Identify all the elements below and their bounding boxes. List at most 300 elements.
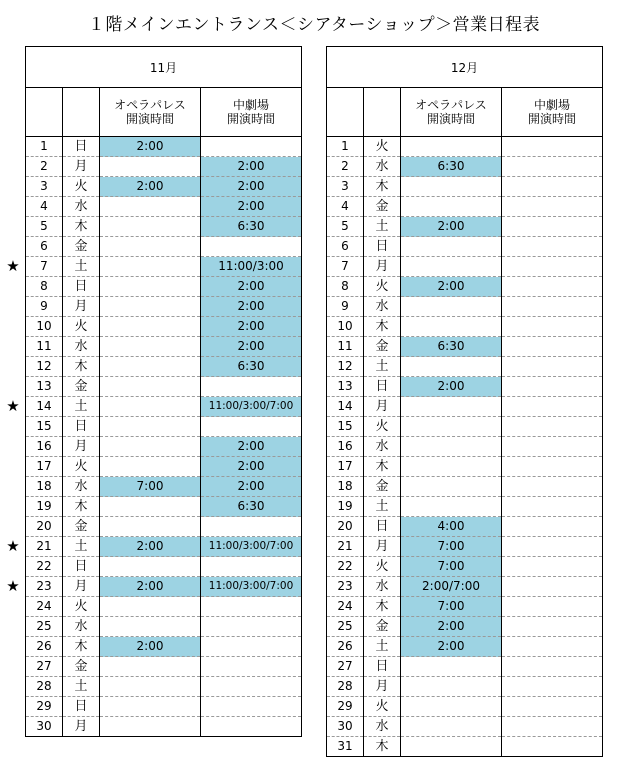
day-number-cell: 24 [26, 597, 63, 617]
playhouse-time-cell [502, 317, 603, 337]
weekday-cell: 土 [63, 257, 100, 277]
day-number-cell: 2 [327, 157, 364, 177]
day-number-cell: 16 [327, 437, 364, 457]
opera-palace-time-cell [100, 237, 201, 257]
playhouse-time-cell [502, 297, 603, 317]
opera-palace-time-cell [100, 557, 201, 577]
weekday-cell: 火 [364, 697, 401, 717]
day-number-cell: 8 [26, 277, 63, 297]
weekday-cell: 水 [364, 297, 401, 317]
day-number-cell: 3 [26, 177, 63, 197]
weekday-cell: 金 [63, 657, 100, 677]
december-schedule-table [326, 46, 603, 757]
table-row [26, 337, 302, 357]
playhouse-time-cell [502, 517, 603, 537]
table-row [26, 297, 302, 317]
table-row [327, 537, 603, 557]
table-row [327, 437, 603, 457]
table-row [327, 357, 603, 377]
weekday-cell: 金 [63, 517, 100, 537]
table-row [26, 437, 302, 457]
weekday-cell: 金 [63, 377, 100, 397]
opera-palace-time-cell [401, 737, 502, 757]
opera-palace-time-cell: 2:00 [100, 177, 201, 197]
table-row [26, 417, 302, 437]
weekday-cell: 水 [364, 577, 401, 597]
weekday-cell: 金 [364, 617, 401, 637]
day-number-cell: 4 [327, 197, 364, 217]
star-marker: ★ [6, 256, 20, 275]
day-number-cell: 12 [26, 357, 63, 377]
opera-palace-time-cell: 2:00 [100, 577, 201, 597]
day-number-cell: 29 [327, 697, 364, 717]
table-row [327, 657, 603, 677]
weekday-cell: 火 [364, 417, 401, 437]
opera-palace-time-cell [100, 617, 201, 637]
weekday-cell: 月 [364, 537, 401, 557]
blank-header-cell [327, 88, 364, 137]
day-number-cell: 18 [327, 477, 364, 497]
playhouse-time-cell [201, 417, 302, 437]
table-row [26, 697, 302, 717]
playhouse-time-cell: 11:00/3:00/7:00 [201, 397, 302, 417]
playhouse-time-cell: 6:30 [201, 217, 302, 237]
table-row [327, 697, 603, 717]
day-number-cell: 12 [327, 357, 364, 377]
playhouse-time-cell [502, 137, 603, 157]
playhouse-time-cell [502, 677, 603, 697]
opera-palace-time-cell: 6:30 [401, 157, 502, 177]
opera-palace-time-cell [100, 497, 201, 517]
opera-palace-time-cell [401, 257, 502, 277]
day-number-cell: 11 [327, 337, 364, 357]
table-row [327, 457, 603, 477]
playhouse-time-cell [201, 657, 302, 677]
playhouse-time-cell [201, 677, 302, 697]
day-number-cell: 27 [26, 657, 63, 677]
table-row [26, 397, 302, 417]
table-row [327, 477, 603, 497]
day-number-cell: 22 [26, 557, 63, 577]
table-row [327, 197, 603, 217]
opera-palace-time-cell: 7:00 [401, 557, 502, 577]
opera-palace-time-cell [401, 357, 502, 377]
weekday-cell: 木 [63, 497, 100, 517]
day-number-cell: 14 [327, 397, 364, 417]
playhouse-time-cell [502, 457, 603, 477]
playhouse-time-cell [502, 377, 603, 397]
opera-palace-time-cell [401, 317, 502, 337]
playhouse-time-cell: 11:00/3:00 [201, 257, 302, 277]
december-days [327, 137, 603, 757]
weekday-cell: 木 [364, 177, 401, 197]
day-number-cell: 6 [327, 237, 364, 257]
day-number-cell: 13 [26, 377, 63, 397]
opera-palace-time-cell [100, 377, 201, 397]
day-number-cell: 4 [26, 197, 63, 217]
opera-palace-time-cell [100, 317, 201, 337]
day-number-cell: 20 [327, 517, 364, 537]
opera-palace-time-cell [401, 197, 502, 217]
table-row [26, 537, 302, 557]
table-row [327, 397, 603, 417]
weekday-cell: 木 [364, 317, 401, 337]
day-number-cell: 17 [26, 457, 63, 477]
day-number-cell: 9 [26, 297, 63, 317]
day-number-cell: 10 [327, 317, 364, 337]
day-number-cell: 30 [327, 717, 364, 737]
weekday-cell: 土 [364, 497, 401, 517]
table-row [327, 517, 603, 537]
playhouse-time-cell: 2:00 [201, 337, 302, 357]
weekday-cell: 日 [63, 417, 100, 437]
playhouse-time-cell [201, 617, 302, 637]
weekday-cell: 水 [364, 437, 401, 457]
opera-palace-time-cell [100, 297, 201, 317]
day-number-cell: 29 [26, 697, 63, 717]
weekday-cell: 水 [63, 617, 100, 637]
opera-palace-time-cell: 2:00 [401, 617, 502, 637]
star-marker: ★ [6, 396, 20, 415]
day-number-cell: 21 [327, 537, 364, 557]
weekday-cell: 月 [63, 297, 100, 317]
playhouse-time-cell [201, 597, 302, 617]
weekday-cell: 水 [63, 337, 100, 357]
table-row [26, 157, 302, 177]
weekday-cell: 日 [364, 657, 401, 677]
opera-palace-time-cell [100, 437, 201, 457]
weekday-cell: 日 [364, 377, 401, 397]
opera-palace-time-cell [401, 417, 502, 437]
day-number-cell: 8 [327, 277, 364, 297]
playhouse-time-cell [502, 217, 603, 237]
weekday-cell: 水 [63, 477, 100, 497]
playhouse-time-cell: 11:00/3:00/7:00 [201, 577, 302, 597]
column-header-row [327, 88, 603, 137]
table-row [327, 257, 603, 277]
table-row [327, 297, 603, 317]
day-number-cell: 11 [26, 337, 63, 357]
weekday-cell: 土 [63, 397, 100, 417]
day-number-cell: 22 [327, 557, 364, 577]
weekday-cell: 金 [364, 197, 401, 217]
playhouse-time-cell [201, 697, 302, 717]
opera-palace-time-cell [401, 697, 502, 717]
day-number-cell: 5 [327, 217, 364, 237]
blank-header-cell [63, 88, 100, 137]
weekday-cell: 木 [63, 357, 100, 377]
weekday-cell: 日 [63, 277, 100, 297]
opera-palace-time-cell: 2:00 [401, 377, 502, 397]
day-number-cell: 21 [26, 537, 63, 557]
playhouse-time-cell [201, 237, 302, 257]
weekday-cell: 金 [364, 477, 401, 497]
weekday-cell: 月 [63, 577, 100, 597]
opera-palace-time-cell [401, 237, 502, 257]
playhouse-time-cell [502, 177, 603, 197]
page-title: １階メインエントランス＜シアターショップ＞営業日程表 [87, 15, 541, 35]
table-row [26, 277, 302, 297]
weekday-cell: 火 [63, 177, 100, 197]
opera-palace-time-cell [100, 417, 201, 437]
table-row [26, 677, 302, 697]
day-number-cell: 28 [327, 677, 364, 697]
day-number-cell: 26 [26, 637, 63, 657]
star-markers [4, 0, 22, 771]
day-number-cell: 7 [26, 257, 63, 277]
weekday-cell: 水 [63, 197, 100, 217]
opera-palace-time-cell [100, 397, 201, 417]
weekday-cell: 火 [364, 137, 401, 157]
playhouse-time-cell [201, 717, 302, 737]
playhouse-time-cell [502, 557, 603, 577]
table-row [327, 637, 603, 657]
day-number-cell: 28 [26, 677, 63, 697]
weekday-cell: 日 [63, 557, 100, 577]
playhouse-time-cell [502, 657, 603, 677]
table-row [327, 217, 603, 237]
table-row [26, 577, 302, 597]
weekday-cell: 土 [63, 677, 100, 697]
opera-palace-time-cell: 2:00 [100, 537, 201, 557]
weekday-cell: 月 [63, 437, 100, 457]
opera-palace-time-cell [100, 717, 201, 737]
opera-palace-time-cell: 7:00 [100, 477, 201, 497]
opera-palace-time-cell [100, 217, 201, 237]
weekday-cell: 金 [63, 237, 100, 257]
table-row [26, 497, 302, 517]
blank-header-cell [26, 88, 63, 137]
playhouse-time-cell [502, 357, 603, 377]
playhouse-time-cell [502, 197, 603, 217]
month-header-december: 12月 [327, 47, 603, 88]
weekday-cell: 木 [364, 597, 401, 617]
playhouse-time-cell: 2:00 [201, 317, 302, 337]
playhouse-time-cell [502, 397, 603, 417]
playhouse-time-cell [502, 637, 603, 657]
opera-palace-time-cell [401, 477, 502, 497]
day-number-cell: 3 [327, 177, 364, 197]
weekday-cell: 日 [63, 697, 100, 717]
day-number-cell: 13 [327, 377, 364, 397]
weekday-cell: 土 [364, 357, 401, 377]
table-row [327, 497, 603, 517]
table-row [26, 237, 302, 257]
weekday-cell: 火 [364, 277, 401, 297]
weekday-cell: 月 [63, 717, 100, 737]
day-number-cell: 23 [327, 577, 364, 597]
star-marker: ★ [6, 536, 20, 555]
table-row [26, 617, 302, 637]
playhouse-time-cell [502, 697, 603, 717]
opera-palace-time-cell [401, 717, 502, 737]
playhouse-time-cell [502, 157, 603, 177]
table-row [26, 657, 302, 677]
table-row [327, 377, 603, 397]
day-number-cell: 1 [327, 137, 364, 157]
playhouse-time-cell: 2:00 [201, 157, 302, 177]
opera-palace-time-cell [100, 517, 201, 537]
weekday-cell: 火 [63, 317, 100, 337]
opera-palace-header: オペラパレス 開演時間 [100, 88, 201, 137]
day-number-cell: 15 [26, 417, 63, 437]
star-marker: ★ [6, 576, 20, 595]
opera-palace-time-cell [100, 457, 201, 477]
opera-palace-time-cell: 2:00 [401, 277, 502, 297]
table-row [327, 237, 603, 257]
table-row [327, 737, 603, 757]
weekday-cell: 水 [364, 717, 401, 737]
opera-palace-time-cell: 2:00 [401, 637, 502, 657]
opera-palace-time-cell [100, 357, 201, 377]
playhouse-time-cell [502, 497, 603, 517]
column-header-row [26, 88, 302, 137]
playhouse-time-cell: 6:30 [201, 497, 302, 517]
table-row [26, 197, 302, 217]
table-row [327, 317, 603, 337]
opera-palace-time-cell [100, 337, 201, 357]
day-number-cell: 24 [327, 597, 364, 617]
playhouse-time-cell [502, 737, 603, 757]
weekday-cell: 土 [63, 537, 100, 557]
weekday-cell: 火 [63, 597, 100, 617]
weekday-cell: 日 [364, 517, 401, 537]
table-row [327, 577, 603, 597]
opera-palace-time-cell [401, 137, 502, 157]
playhouse-time-cell: 2:00 [201, 437, 302, 457]
playhouse-time-cell [502, 617, 603, 637]
table-row [26, 137, 302, 157]
playhouse-time-cell [502, 597, 603, 617]
opera-palace-time-cell: 7:00 [401, 537, 502, 557]
day-number-cell: 25 [26, 617, 63, 637]
opera-palace-time-cell [401, 497, 502, 517]
blank-header-cell [364, 88, 401, 137]
opera-palace-time-cell [401, 457, 502, 477]
day-number-cell: 19 [26, 497, 63, 517]
table-row [327, 137, 603, 157]
playhouse-time-cell [201, 137, 302, 157]
table-row [26, 557, 302, 577]
opera-palace-header: オペラパレス 開演時間 [401, 88, 502, 137]
table-row [327, 557, 603, 577]
playhouse-time-cell [502, 577, 603, 597]
opera-palace-time-cell [100, 157, 201, 177]
playhouse-time-cell [201, 377, 302, 397]
playhouse-time-cell: 11:00/3:00/7:00 [201, 537, 302, 557]
playhouse-time-cell [502, 257, 603, 277]
opera-palace-time-cell: 6:30 [401, 337, 502, 357]
opera-palace-time-cell [401, 677, 502, 697]
table-row [26, 217, 302, 237]
opera-palace-time-cell: 2:00 [100, 637, 201, 657]
table-row [327, 277, 603, 297]
day-number-cell: 18 [26, 477, 63, 497]
playhouse-time-cell [201, 517, 302, 537]
opera-palace-time-cell [100, 197, 201, 217]
weekday-cell: 金 [364, 337, 401, 357]
day-number-cell: 2 [26, 157, 63, 177]
table-row [327, 617, 603, 637]
table-row [327, 177, 603, 197]
playhouse-time-cell: 2:00 [201, 457, 302, 477]
weekday-cell: 木 [63, 637, 100, 657]
opera-palace-time-cell [100, 277, 201, 297]
playhouse-time-cell: 2:00 [201, 177, 302, 197]
table-row [26, 477, 302, 497]
playhouse-time-cell [502, 277, 603, 297]
opera-palace-time-cell [100, 657, 201, 677]
playhouse-time-cell: 2:00 [201, 197, 302, 217]
opera-palace-time-cell [100, 677, 201, 697]
playhouse-time-cell [201, 637, 302, 657]
opera-palace-time-cell: 4:00 [401, 517, 502, 537]
table-row [26, 457, 302, 477]
day-number-cell: 7 [327, 257, 364, 277]
day-number-cell: 15 [327, 417, 364, 437]
playhouse-time-cell: 6:30 [201, 357, 302, 377]
opera-palace-time-cell: 2:00 [401, 217, 502, 237]
playhouse-header: 中劇場 開演時間 [502, 88, 603, 137]
weekday-cell: 木 [364, 737, 401, 757]
weekday-cell: 日 [63, 137, 100, 157]
day-number-cell: 19 [327, 497, 364, 517]
opera-palace-time-cell [401, 657, 502, 677]
playhouse-header: 中劇場 開演時間 [201, 88, 302, 137]
weekday-cell: 火 [63, 457, 100, 477]
day-number-cell: 27 [327, 657, 364, 677]
weekday-cell: 月 [63, 157, 100, 177]
month-header-november: 11月 [26, 47, 302, 88]
weekday-cell: 木 [364, 457, 401, 477]
table-row [327, 597, 603, 617]
day-number-cell: 26 [327, 637, 364, 657]
table-row [26, 317, 302, 337]
weekday-cell: 月 [364, 677, 401, 697]
table-row [26, 357, 302, 377]
opera-palace-time-cell [401, 297, 502, 317]
playhouse-time-cell [502, 337, 603, 357]
opera-palace-time-cell: 2:00 [100, 137, 201, 157]
table-row [26, 257, 302, 277]
day-number-cell: 25 [327, 617, 364, 637]
playhouse-time-cell [502, 437, 603, 457]
day-number-cell: 23 [26, 577, 63, 597]
opera-palace-time-cell [100, 257, 201, 277]
table-row [26, 517, 302, 537]
weekday-cell: 火 [364, 557, 401, 577]
november-days [26, 137, 302, 737]
table-row [327, 337, 603, 357]
table-row [327, 677, 603, 697]
opera-palace-time-cell [100, 597, 201, 617]
weekday-cell: 月 [364, 397, 401, 417]
opera-palace-time-cell [401, 397, 502, 417]
table-row [327, 417, 603, 437]
day-number-cell: 1 [26, 137, 63, 157]
playhouse-time-cell [502, 717, 603, 737]
opera-palace-time-cell [100, 697, 201, 717]
day-number-cell: 10 [26, 317, 63, 337]
weekday-cell: 土 [364, 217, 401, 237]
table-row [26, 377, 302, 397]
opera-palace-time-cell: 7:00 [401, 597, 502, 617]
table-row [327, 157, 603, 177]
opera-palace-time-cell: 2:00/7:00 [401, 577, 502, 597]
weekday-cell: 水 [364, 157, 401, 177]
opera-palace-time-cell [401, 437, 502, 457]
day-number-cell: 30 [26, 717, 63, 737]
